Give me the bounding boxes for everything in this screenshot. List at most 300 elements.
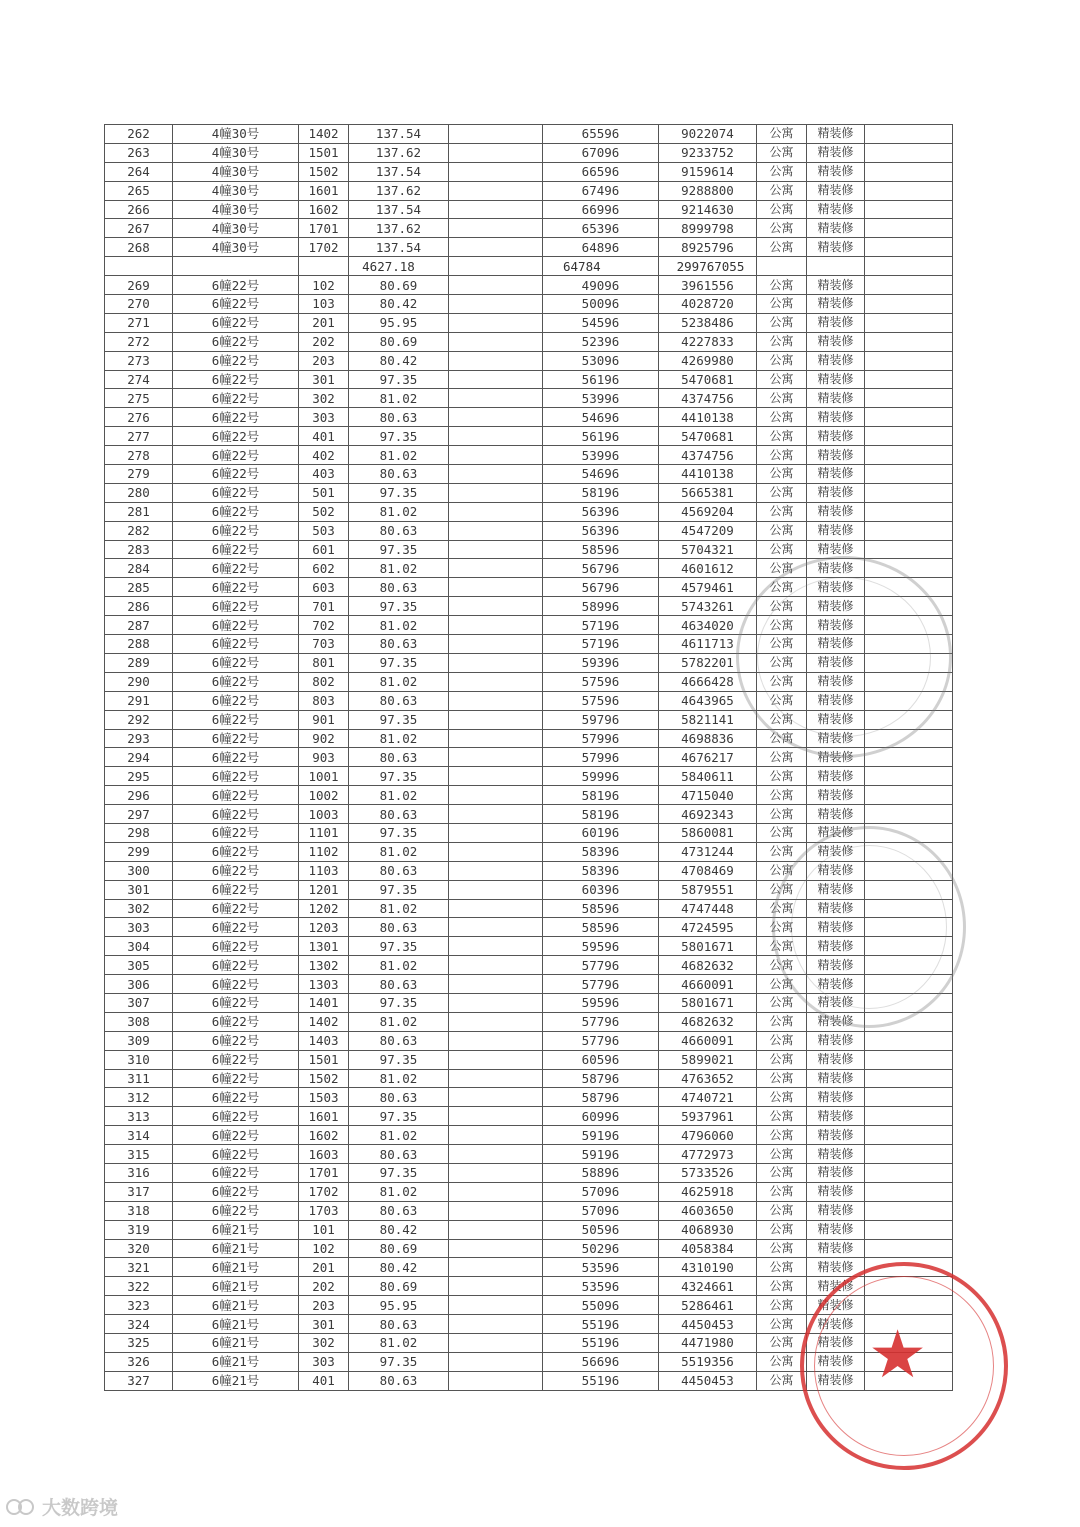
unit-price: 57996 — [543, 748, 659, 767]
room-number: 901 — [299, 710, 349, 729]
table-row — [105, 1145, 953, 1164]
floor-area: 97.35 — [349, 710, 449, 729]
unit-price: 67096 — [543, 143, 659, 162]
blank-cell — [865, 162, 953, 181]
row-number: 299 — [105, 842, 173, 861]
building-number: 4幢30号 — [173, 238, 299, 257]
blank-cell — [865, 1088, 953, 1107]
unit-price: 58396 — [543, 861, 659, 880]
row-number: 292 — [105, 710, 173, 729]
decoration-status: 精装修 — [807, 1334, 865, 1353]
table-row — [105, 181, 953, 200]
room-number: 1402 — [299, 125, 349, 144]
row-number: 295 — [105, 767, 173, 786]
building-number: 6幢22号 — [173, 1182, 299, 1201]
total-price: 5733526 — [659, 1163, 757, 1182]
blank-cell — [449, 1277, 543, 1296]
room-number: 402 — [299, 446, 349, 465]
table-row — [105, 918, 953, 937]
unit-price: 57596 — [543, 691, 659, 710]
blank-cell — [865, 1012, 953, 1031]
decoration-status: 精装修 — [807, 635, 865, 654]
table-row — [105, 427, 953, 446]
decoration-status: 精装修 — [807, 956, 865, 975]
property-type: 公寓 — [757, 1258, 807, 1277]
table-row — [105, 653, 953, 672]
row-number: 300 — [105, 861, 173, 880]
blank-cell — [865, 767, 953, 786]
blank-cell — [865, 540, 953, 559]
blank-cell — [449, 975, 543, 994]
property-type: 公寓 — [757, 1031, 807, 1050]
decoration-status: 精装修 — [807, 143, 865, 162]
room-number: 201 — [299, 1258, 349, 1277]
blank-cell — [865, 748, 953, 767]
decoration-status: 精装修 — [807, 1126, 865, 1145]
total-price: 4740721 — [659, 1088, 757, 1107]
unit-price: 67496 — [543, 181, 659, 200]
unit-price: 56696 — [543, 1352, 659, 1371]
blank-cell — [865, 389, 953, 408]
total-price: 4547209 — [659, 521, 757, 540]
floor-area: 97.35 — [349, 1107, 449, 1126]
row-number: 310 — [105, 1050, 173, 1069]
decoration-status: 精装修 — [807, 1182, 865, 1201]
decoration-status — [807, 257, 865, 276]
total-price: 5801671 — [659, 993, 757, 1012]
property-type: 公寓 — [757, 1088, 807, 1107]
blank-cell — [449, 181, 543, 200]
room-number: 1501 — [299, 143, 349, 162]
table-row — [105, 1069, 953, 1088]
room-number: 1001 — [299, 767, 349, 786]
floor-area: 81.02 — [349, 672, 449, 691]
unit-price: 56796 — [543, 578, 659, 597]
property-type: 公寓 — [757, 937, 807, 956]
row-number: 277 — [105, 427, 173, 446]
row-number: 320 — [105, 1239, 173, 1258]
star-icon: ★ — [868, 1316, 928, 1393]
property-type: 公寓 — [757, 1145, 807, 1164]
floor-area: 97.35 — [349, 823, 449, 842]
table-row — [105, 823, 953, 842]
unit-price: 64896 — [543, 238, 659, 257]
total-price: 5704321 — [659, 540, 757, 559]
room-number: 203 — [299, 1296, 349, 1315]
blank-cell — [449, 1088, 543, 1107]
building-number: 6幢22号 — [173, 1031, 299, 1050]
building-number: 6幢22号 — [173, 427, 299, 446]
blank-cell — [865, 465, 953, 484]
total-price: 4601612 — [659, 559, 757, 578]
blank-cell — [865, 370, 953, 389]
building-number: 6幢21号 — [173, 1239, 299, 1258]
total-price: 299767055 — [659, 257, 757, 276]
unit-price: 60996 — [543, 1107, 659, 1126]
blank-cell — [865, 578, 953, 597]
total-price: 9159614 — [659, 162, 757, 181]
room-number: 1102 — [299, 842, 349, 861]
table-row — [105, 786, 953, 805]
building-number: 6幢22号 — [173, 691, 299, 710]
total-price: 8925796 — [659, 238, 757, 257]
watermark-text: 大数跨境 — [42, 1496, 119, 1519]
total-price: 4698836 — [659, 729, 757, 748]
unit-price: 59596 — [543, 993, 659, 1012]
property-type: 公寓 — [757, 805, 807, 824]
floor-area: 97.35 — [349, 653, 449, 672]
property-type: 公寓 — [757, 1126, 807, 1145]
room-number: 1501 — [299, 1050, 349, 1069]
blank-cell — [865, 616, 953, 635]
building-number: 4幢30号 — [173, 181, 299, 200]
unit-price: 55096 — [543, 1296, 659, 1315]
unit-price: 53596 — [543, 1258, 659, 1277]
floor-area: 81.02 — [349, 559, 449, 578]
table-row — [105, 1239, 953, 1258]
row-number: 282 — [105, 521, 173, 540]
blank-cell — [449, 653, 543, 672]
building-number: 6幢22号 — [173, 842, 299, 861]
room-number: 1601 — [299, 1107, 349, 1126]
floor-area: 80.63 — [349, 1088, 449, 1107]
total-price: 5899021 — [659, 1050, 757, 1069]
unit-price: 59196 — [543, 1145, 659, 1164]
decoration-status: 精装修 — [807, 559, 865, 578]
building-number: 6幢22号 — [173, 1069, 299, 1088]
blank-cell — [865, 1107, 953, 1126]
table-row — [105, 389, 953, 408]
blank-cell — [449, 238, 543, 257]
unit-price: 60196 — [543, 823, 659, 842]
building-number: 6幢22号 — [173, 1012, 299, 1031]
row-number: 267 — [105, 219, 173, 238]
property-type: 公寓 — [757, 465, 807, 484]
building-number: 6幢22号 — [173, 502, 299, 521]
blank-cell — [449, 446, 543, 465]
blank-cell — [449, 559, 543, 578]
decoration-status: 精装修 — [807, 729, 865, 748]
property-type: 公寓 — [757, 975, 807, 994]
property-type: 公寓 — [757, 125, 807, 144]
building-number: 6幢22号 — [173, 295, 299, 314]
floor-area: 80.63 — [349, 918, 449, 937]
total-price: 9288800 — [659, 181, 757, 200]
unit-price: 57796 — [543, 956, 659, 975]
table-row — [105, 956, 953, 975]
table-row — [105, 295, 953, 314]
total-price: 4682632 — [659, 1012, 757, 1031]
property-type: 公寓 — [757, 691, 807, 710]
floor-area: 97.35 — [349, 937, 449, 956]
total-price: 4471980 — [659, 1334, 757, 1353]
row-number: 276 — [105, 408, 173, 427]
table-row — [105, 559, 953, 578]
property-type: 公寓 — [757, 295, 807, 314]
table-row — [105, 1126, 953, 1145]
unit-price: 59796 — [543, 710, 659, 729]
row-number: 271 — [105, 313, 173, 332]
blank-cell — [449, 257, 543, 276]
unit-price: 66596 — [543, 162, 659, 181]
floor-area: 81.02 — [349, 389, 449, 408]
total-price: 4682632 — [659, 956, 757, 975]
floor-area: 97.35 — [349, 540, 449, 559]
blank-cell — [449, 578, 543, 597]
building-number: 6幢22号 — [173, 578, 299, 597]
building-number: 6幢21号 — [173, 1334, 299, 1353]
blank-cell — [449, 295, 543, 314]
table-row — [105, 143, 953, 162]
property-type: 公寓 — [757, 899, 807, 918]
building-number: 4幢30号 — [173, 219, 299, 238]
building-number: 6幢22号 — [173, 1145, 299, 1164]
building-number: 6幢22号 — [173, 483, 299, 502]
floor-area: 97.35 — [349, 1352, 449, 1371]
decoration-status: 精装修 — [807, 918, 865, 937]
table-row — [105, 748, 953, 767]
blank-cell — [449, 691, 543, 710]
blank-cell — [449, 1163, 543, 1182]
decoration-status: 精装修 — [807, 1239, 865, 1258]
room-number: 301 — [299, 1315, 349, 1334]
blank-cell — [449, 993, 543, 1012]
property-type: 公寓 — [757, 1239, 807, 1258]
room-number: 301 — [299, 370, 349, 389]
row-number: 309 — [105, 1031, 173, 1050]
floor-area: 4627.18 — [349, 257, 449, 276]
blank-cell — [865, 143, 953, 162]
total-price: 9022074 — [659, 125, 757, 144]
unit-price: 57196 — [543, 635, 659, 654]
blank-cell — [865, 483, 953, 502]
floor-area: 81.02 — [349, 446, 449, 465]
property-type: 公寓 — [757, 313, 807, 332]
row-number: 316 — [105, 1163, 173, 1182]
floor-area: 80.63 — [349, 1145, 449, 1164]
table-row — [105, 880, 953, 899]
table-row — [105, 1296, 953, 1315]
total-price: 9214630 — [659, 200, 757, 219]
property-type: 公寓 — [757, 521, 807, 540]
room-number: 302 — [299, 1334, 349, 1353]
table-row — [105, 578, 953, 597]
blank-cell — [449, 1239, 543, 1258]
floor-area: 80.63 — [349, 861, 449, 880]
unit-price: 58596 — [543, 540, 659, 559]
decoration-status: 精装修 — [807, 1277, 865, 1296]
decoration-status: 精装修 — [807, 1088, 865, 1107]
building-number: 6幢21号 — [173, 1371, 299, 1390]
building-number: 6幢21号 — [173, 1220, 299, 1239]
building-number: 6幢22号 — [173, 918, 299, 937]
total-price: 4374756 — [659, 389, 757, 408]
total-price: 4410138 — [659, 408, 757, 427]
row-number: 269 — [105, 276, 173, 295]
decoration-status: 精装修 — [807, 521, 865, 540]
total-price: 4450453 — [659, 1315, 757, 1334]
decoration-status: 精装修 — [807, 672, 865, 691]
total-price: 5470681 — [659, 427, 757, 446]
decoration-status: 精装修 — [807, 1352, 865, 1371]
blank-cell — [865, 1296, 953, 1315]
table-row — [105, 1201, 953, 1220]
decoration-status: 精装修 — [807, 540, 865, 559]
floor-area: 80.63 — [349, 691, 449, 710]
total-price: 4634020 — [659, 616, 757, 635]
total-price: 5879551 — [659, 880, 757, 899]
table-row — [105, 465, 953, 484]
row-number: 281 — [105, 502, 173, 521]
unit-price: 55196 — [543, 1371, 659, 1390]
table-row — [105, 842, 953, 861]
blank-cell — [865, 653, 953, 672]
blank-cell — [865, 332, 953, 351]
floor-area: 80.63 — [349, 465, 449, 484]
floor-area: 81.02 — [349, 1126, 449, 1145]
price-table — [104, 124, 953, 1391]
floor-area: 80.63 — [349, 975, 449, 994]
blank-cell — [449, 219, 543, 238]
property-type: 公寓 — [757, 351, 807, 370]
property-type: 公寓 — [757, 1352, 807, 1371]
table-row — [105, 635, 953, 654]
blank-cell — [449, 1315, 543, 1334]
blank-cell — [865, 956, 953, 975]
blank-cell — [449, 767, 543, 786]
row-number: 325 — [105, 1334, 173, 1353]
blank-cell — [449, 521, 543, 540]
blank-cell — [865, 597, 953, 616]
total-price: 5470681 — [659, 370, 757, 389]
floor-area: 80.63 — [349, 748, 449, 767]
table-row — [105, 1107, 953, 1126]
row-number: 324 — [105, 1315, 173, 1334]
row-number: 297 — [105, 805, 173, 824]
row-number: 303 — [105, 918, 173, 937]
unit-price: 57796 — [543, 1031, 659, 1050]
floor-area: 137.54 — [349, 238, 449, 257]
blank-cell — [865, 975, 953, 994]
total-price: 4625918 — [659, 1182, 757, 1201]
floor-area: 80.63 — [349, 1371, 449, 1390]
table-body — [105, 125, 953, 1391]
property-type: 公寓 — [757, 1277, 807, 1296]
floor-area: 80.69 — [349, 332, 449, 351]
blank-cell — [865, 1315, 953, 1334]
table-row — [105, 1258, 953, 1277]
total-price: 4715040 — [659, 786, 757, 805]
row-number: 270 — [105, 295, 173, 314]
blank-cell — [865, 880, 953, 899]
room-number: 1701 — [299, 1163, 349, 1182]
unit-price: 54696 — [543, 465, 659, 484]
blank-cell — [865, 729, 953, 748]
decoration-status: 精装修 — [807, 1315, 865, 1334]
total-price: 4374756 — [659, 446, 757, 465]
unit-price: 55196 — [543, 1334, 659, 1353]
room-number: 1602 — [299, 1126, 349, 1145]
room-number: 1402 — [299, 1012, 349, 1031]
room-number: 602 — [299, 559, 349, 578]
property-type: 公寓 — [757, 200, 807, 219]
row-number: 317 — [105, 1182, 173, 1201]
blank-cell — [449, 1352, 543, 1371]
decoration-status: 精装修 — [807, 238, 865, 257]
building-number: 6幢21号 — [173, 1296, 299, 1315]
blank-cell — [865, 691, 953, 710]
row-number: 265 — [105, 181, 173, 200]
floor-area: 80.63 — [349, 521, 449, 540]
decoration-status: 精装修 — [807, 975, 865, 994]
property-type: 公寓 — [757, 616, 807, 635]
room-number: 202 — [299, 1277, 349, 1296]
building-number: 6幢22号 — [173, 880, 299, 899]
building-number: 6幢22号 — [173, 805, 299, 824]
decoration-status: 精装修 — [807, 805, 865, 824]
floor-area: 97.35 — [349, 1050, 449, 1069]
decoration-status: 精装修 — [807, 1012, 865, 1031]
building-number: 6幢22号 — [173, 899, 299, 918]
floor-area: 137.54 — [349, 200, 449, 219]
total-price: 4324661 — [659, 1277, 757, 1296]
decoration-status: 精装修 — [807, 710, 865, 729]
blank-cell — [449, 313, 543, 332]
decoration-status: 精装修 — [807, 351, 865, 370]
unit-price: 57096 — [543, 1201, 659, 1220]
floor-area: 80.63 — [349, 1315, 449, 1334]
property-type: 公寓 — [757, 446, 807, 465]
blank-cell — [865, 446, 953, 465]
property-type: 公寓 — [757, 993, 807, 1012]
table-row — [105, 125, 953, 144]
room-number: 1703 — [299, 1201, 349, 1220]
property-type: 公寓 — [757, 1315, 807, 1334]
blank-cell — [449, 502, 543, 521]
building-number: 6幢22号 — [173, 767, 299, 786]
room-number: 502 — [299, 502, 349, 521]
blank-cell — [865, 1220, 953, 1239]
unit-price: 58796 — [543, 1069, 659, 1088]
floor-area: 137.54 — [349, 125, 449, 144]
blank-cell — [449, 918, 543, 937]
total-price: 5937961 — [659, 1107, 757, 1126]
table-row — [105, 1352, 953, 1371]
blank-cell — [865, 899, 953, 918]
table-row — [105, 1277, 953, 1296]
floor-area: 81.02 — [349, 729, 449, 748]
row-number: 321 — [105, 1258, 173, 1277]
room-number: 902 — [299, 729, 349, 748]
table-row — [105, 1220, 953, 1239]
table-row — [105, 691, 953, 710]
total-price: 4692343 — [659, 805, 757, 824]
table-row — [105, 483, 953, 502]
property-type: 公寓 — [757, 408, 807, 427]
blank-cell — [449, 389, 543, 408]
table-row — [105, 200, 953, 219]
property-type: 公寓 — [757, 162, 807, 181]
building-number: 6幢21号 — [173, 1352, 299, 1371]
row-number: 280 — [105, 483, 173, 502]
total-price: 4028720 — [659, 295, 757, 314]
total-price: 4068930 — [659, 1220, 757, 1239]
room-number: 1201 — [299, 880, 349, 899]
floor-area: 137.62 — [349, 219, 449, 238]
blank-cell — [865, 181, 953, 200]
blank-cell — [449, 1371, 543, 1390]
row-number: 312 — [105, 1088, 173, 1107]
